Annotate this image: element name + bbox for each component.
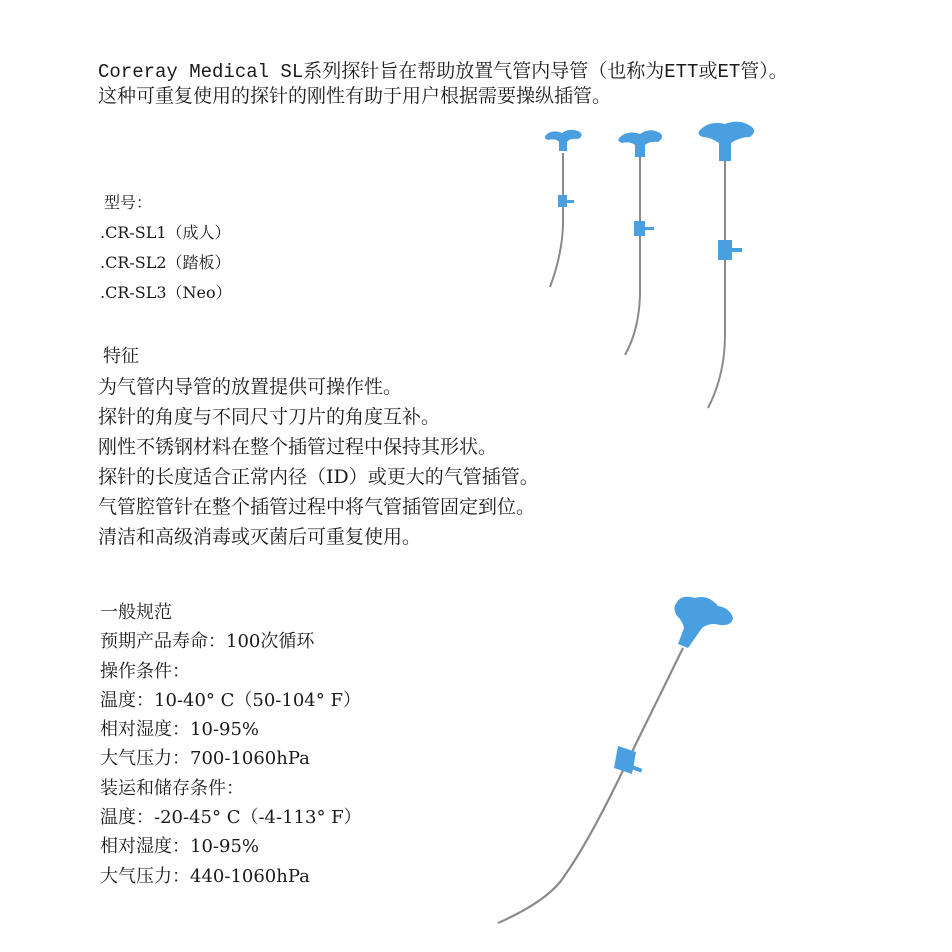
- intro-line-1: Coreray Medical SL系列探针旨在帮助放置气管内导管（也称为ETT或ET管）。: [98, 61, 788, 83]
- feature-item: 为气管内导管的放置提供可操作性。: [98, 376, 403, 398]
- spec-line: 相对湿度：10-95%: [100, 836, 259, 858]
- feature-item: 清洁和高级消毒或灭菌后可重复使用。: [98, 526, 422, 548]
- spec-line: 温度：-20-45° C（-4-113° F）: [100, 807, 362, 829]
- spec-line: 操作条件：: [100, 660, 190, 682]
- feature-item: 探针的角度与不同尺寸刀片的角度互补。: [98, 406, 441, 428]
- feature-item: 刚性不锈钢材料在整个插管过程中保持其形状。: [98, 436, 498, 458]
- spec-line: 温度：10-40° C（50-104° F）: [100, 689, 361, 711]
- product-image-single-stylet: [470, 580, 770, 940]
- features-section: [98, 342, 539, 552]
- features-heading: 特征: [103, 346, 139, 367]
- spec-line: 装运和储存条件：: [100, 777, 244, 799]
- intro-line-2: 这种可重复使用的探针的刚性有助于用户根据需要操纵插管。: [98, 86, 612, 108]
- stylet-angled-icon: [498, 597, 733, 923]
- model-item: .CR-SL3（Neo）: [100, 283, 232, 302]
- stylet-small-icon: [545, 130, 582, 287]
- product-image-three-stylets: [530, 115, 770, 415]
- models-heading: 型号：: [104, 193, 153, 212]
- feature-item: 气管腔管针在整个插管过程中将气管插管固定到位。: [98, 496, 536, 518]
- model-item: .CR-SL2（踏板）: [100, 253, 231, 272]
- spec-line: 大气压力：700-1060hPa: [100, 748, 310, 770]
- spec-line: 预期产品寿命：100次循环: [100, 631, 315, 653]
- specs-heading: 一般规范: [100, 602, 172, 623]
- feature-item: 探针的长度适合正常内径（ID）或更大的气管插管。: [98, 466, 539, 488]
- spec-line: 大气压力：440-1060hPa: [100, 865, 310, 887]
- spec-line: 相对湿度：10-95%: [100, 719, 259, 741]
- models-section: [100, 188, 232, 308]
- model-item: .CR-SL1（成人）: [100, 223, 231, 242]
- stylet-large-icon: [699, 122, 755, 408]
- stylet-medium-icon: [618, 130, 662, 355]
- intro-paragraph: [98, 60, 788, 110]
- specs-section: [100, 598, 362, 891]
